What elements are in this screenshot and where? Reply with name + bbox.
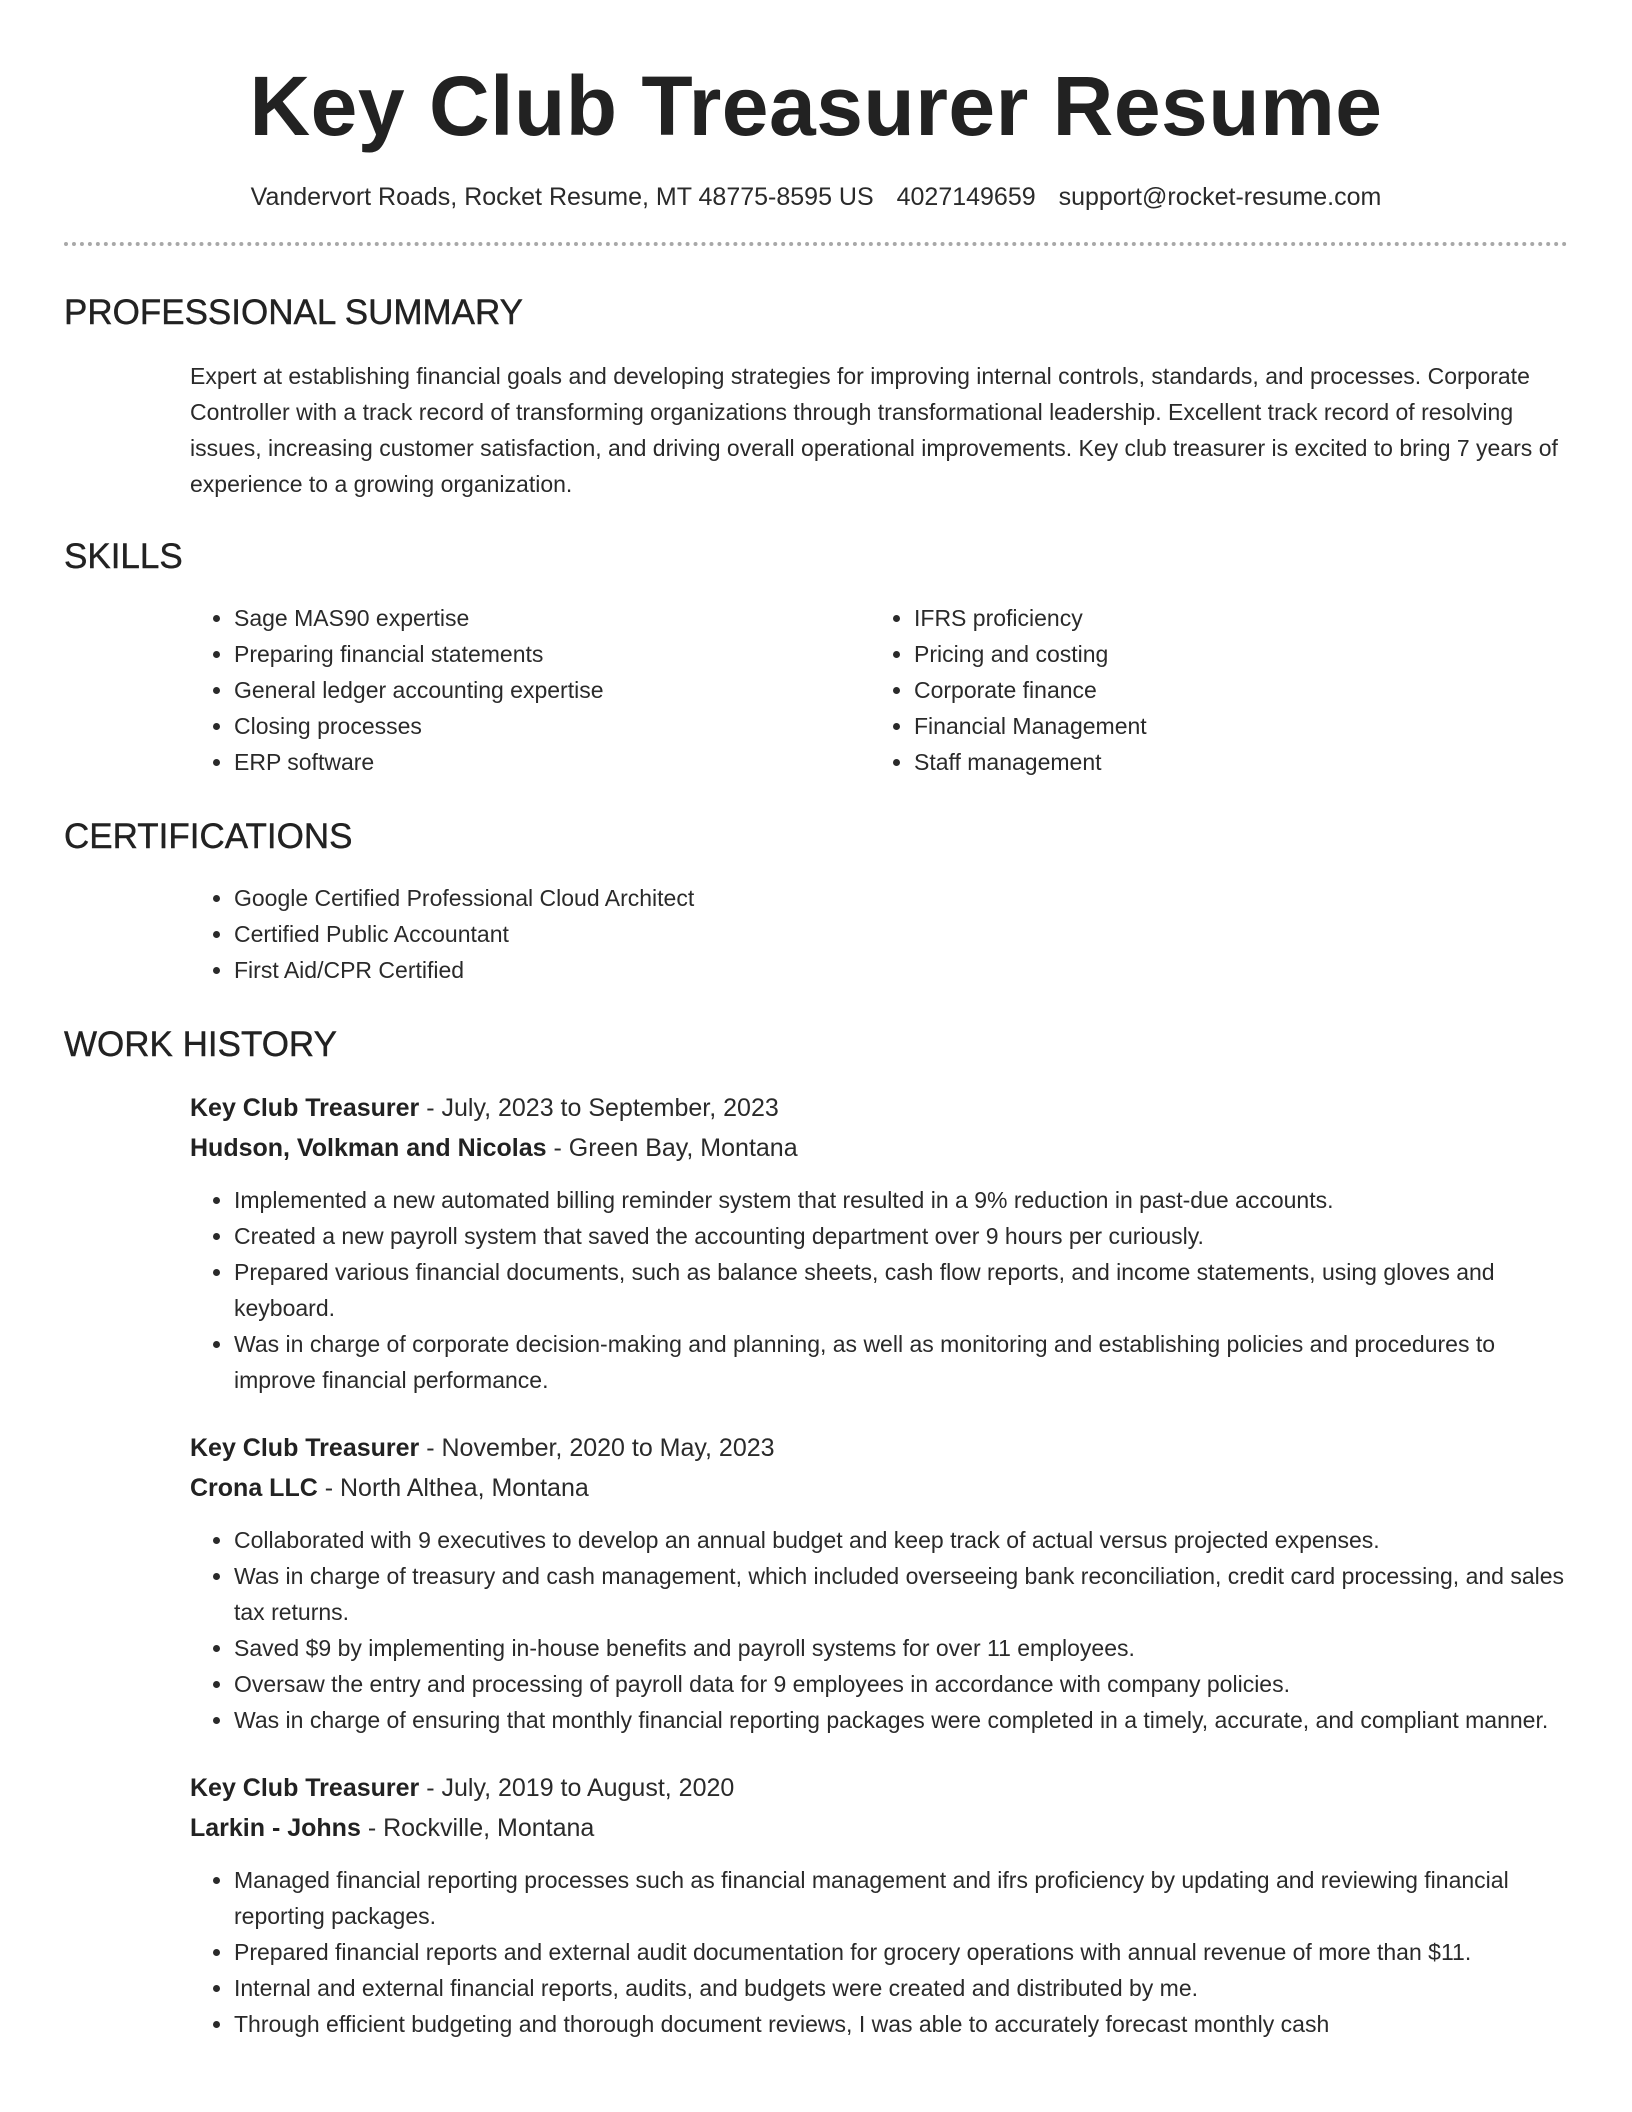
job-bullet: • Implemented a new automated billing reminder system that resulted in a 9% reduction in past-due accounts. [234,1182,1568,1218]
skills-right-column [870,600,1550,780]
job-entry [190,1428,1568,1738]
skill-item: • Pricing and costing [914,636,1550,672]
job-company-line [190,1128,1568,1168]
job-bullet: • Was in charge of corporate decision-making and planning, as well as monitoring and establishing policies and procedures to improve financial performance. [234,1326,1568,1398]
job-company: Hudson, Volkman and Nicolas [190,1134,547,1162]
job-bullets [190,1522,1568,1738]
resume-page [64,0,1568,2042]
job-title-line [190,1088,1568,1128]
skill-item: • Corporate finance [914,672,1550,708]
skills-heading: SKILLS [64,537,183,576]
skill-item: • Staff management [914,744,1550,780]
skill-item: • Preparing financial statements [234,636,870,672]
summary-text: Expert at establishing financial goals and developing strategies for improving internal controls, standards, and processes. Corporate Controller with a track record of transforming organizations through transformational leadership. Excellent track record of resolving issues, increasing customer satisfaction, and driving overall operational improvements. Key club treasurer is excited to bring 7 years of experience to a growing organization. [190,363,1558,497]
job-title: Key Club Treasurer [190,1434,420,1462]
job-bullet: • Oversaw the entry and processing of payroll data for 9 employees in accordance with company policies. [234,1666,1568,1702]
job-title-line [190,1428,1568,1468]
job-bullet: • Prepared financial reports and external audit documentation for grocery operations with annual revenue of more than $11. [234,1934,1568,1970]
job-dates: - November, 2020 to May, 2023 [419,1434,775,1462]
job-company-line [190,1468,1568,1508]
certifications-heading: CERTIFICATIONS [64,817,353,856]
certification-item: • Certified Public Accountant [234,916,1568,952]
skill-item: • IFRS proficiency [914,600,1550,636]
job-company: Larkin - Johns [190,1814,361,1842]
job-bullet: • Prepared various financial documents, such as balance sheets, cash flow reports, and income statements, using gloves and keyboard. [234,1254,1568,1326]
skill-item: • Closing processes [234,708,870,744]
work-history-heading: WORK HISTORY [64,1025,337,1064]
skill-item: • ERP software [234,744,870,780]
job-entry [190,1768,1568,2042]
skills-list [190,600,1568,780]
phone: 4027149659 [896,183,1036,211]
job-bullet: • Was in charge of treasury and cash management, which included overseeing bank reconciliation, credit card processing, and sales tax returns. [234,1558,1568,1630]
skill-item: • Financial Management [914,708,1550,744]
job-bullet: • Internal and external financial reports, audits, and budgets were created and distributed by me. [234,1970,1568,2006]
job-location: - Rockville, Montana [360,1814,595,1842]
job-dates: - July, 2019 to August, 2020 [419,1774,735,1802]
contact-line [64,180,1568,214]
skill-item: • General ledger accounting expertise [234,672,870,708]
header-divider [64,242,1568,246]
job-title-line [190,1768,1568,1808]
job-company-line [190,1808,1568,1848]
email: support@rocket-resume.com [1058,183,1382,211]
certifications-list [190,880,1568,988]
job-bullets [190,1182,1568,1398]
job-bullets [190,1862,1568,2042]
resume-title: Key Club Treasurer Resume [249,59,1383,153]
job-bullet: • Created a new payroll system that saved the accounting department over 9 hours per curiously. [234,1218,1568,1254]
job-title: Key Club Treasurer [190,1094,420,1122]
job-company: Crona LLC [190,1474,318,1502]
job-bullet: • Was in charge of ensuring that monthly financial reporting packages were completed in a timely, accurate, and compliant manner. [234,1702,1568,1738]
certification-item: • First Aid/CPR Certified [234,952,1568,988]
job-entry [190,1088,1568,1398]
job-bullet: • Saved $9 by implementing in-house benefits and payroll systems for over 11 employees. [234,1630,1568,1666]
skill-item: • Sage MAS90 expertise [234,600,870,636]
job-location: - North Althea, Montana [317,1474,589,1502]
job-bullet: • Managed financial reporting processes such as financial management and ifrs proficiency by updating and reviewing financial reporting packages. [234,1862,1568,1934]
certification-item: • Google Certified Professional Cloud Architect [234,880,1568,916]
address: Vandervort Roads, Rocket Resume, MT 48775-8595 US [250,183,874,211]
skills-left-column [190,600,870,780]
summary-heading: PROFESSIONAL SUMMARY [64,293,523,332]
job-bullet: • Through efficient budgeting and thorough document reviews, I was able to accurately forecast monthly cash [234,2006,1568,2042]
job-dates: - July, 2023 to September, 2023 [419,1094,779,1122]
job-bullet: • Collaborated with 9 executives to develop an annual budget and keep track of actual versus projected expenses. [234,1522,1568,1558]
job-location: - Green Bay, Montana [546,1134,798,1162]
job-title: Key Club Treasurer [190,1774,420,1802]
